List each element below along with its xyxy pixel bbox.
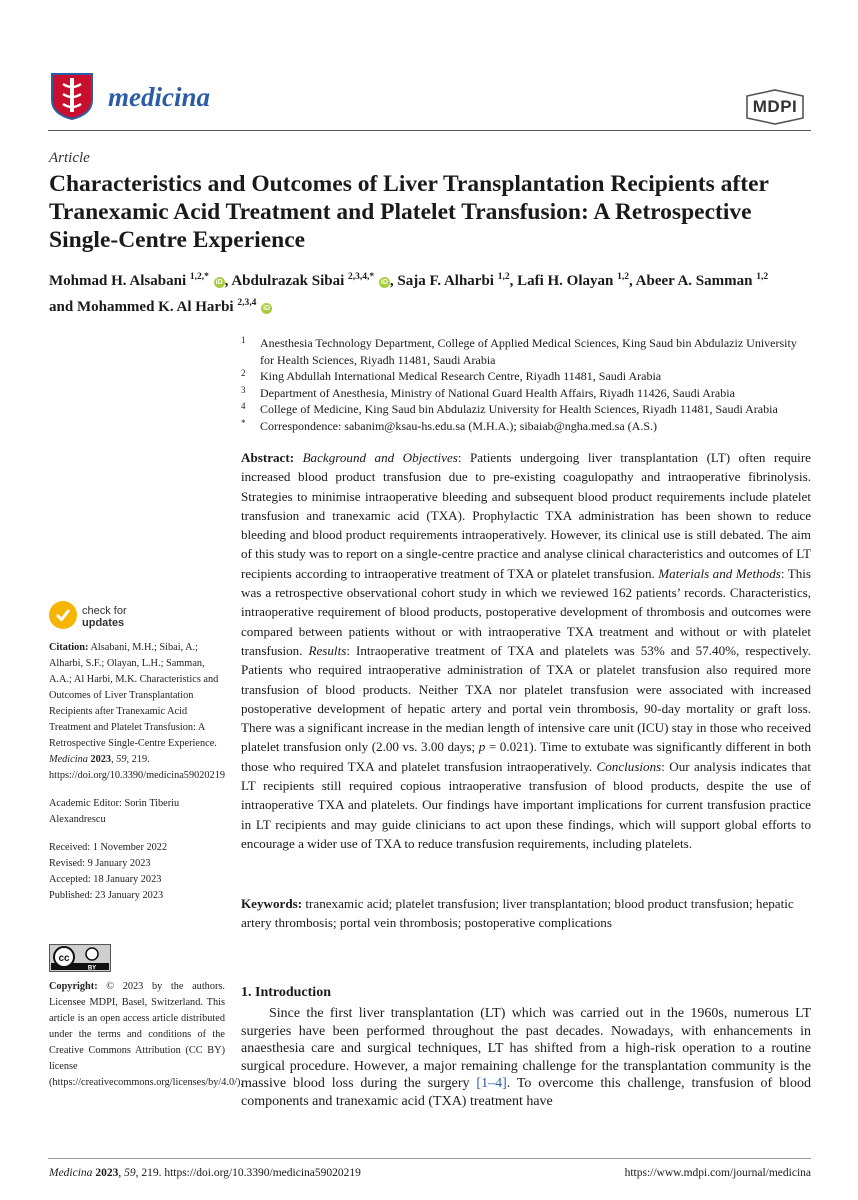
affiliation-number: 2 [241, 368, 246, 378]
academic-editor [49, 796, 225, 828]
abstract-text: : Our analysis indicates that LT recipients still required copious intraoperative transfusion of blood products, despite the use of intraoperative TXA and platelets. Our findings have important implications for current transfusion practice in LT recipients and may guide clinicians to act upon these findings, which will support global efforts to encourage a wider use of TXA to reduce transfusion requirements, including platelets. [241, 758, 812, 851]
svg-text:cc: cc [58, 953, 70, 964]
affiliation-item [241, 335, 811, 368]
author-list: Mohmad H. Alsabani $^{1,2,*}$ iD , Abdulrazak Sibai $^{2,3,4,*}$ iD , Saja F. Alharbi $^{1,2}$, Lafi H. Olayan $^{1,2}$, Abeer A. Samman $^{1,2}$ and Mohammed K. Al Harbi $^{2,3,4}$ iD [49, 272, 769, 315]
reference-link[interactable]: [1–4] [476, 1076, 507, 1091]
author-name[interactable]: Mohammed K. Al Harbi [76, 299, 234, 315]
affiliation-number: * [241, 417, 246, 428]
keywords [241, 894, 811, 933]
author-affiliation-sup: 1,2,* [189, 272, 209, 282]
received-date: Received: 1 November 2022 [49, 842, 168, 853]
citation-year: 2023 [87, 754, 112, 765]
check-for-updates-button[interactable] [49, 601, 159, 633]
cc-by-license-icon[interactable] [49, 944, 111, 972]
section-heading: 1. Introduction [241, 985, 331, 1000]
editor-label: Academic Editor: [49, 798, 122, 809]
copyright-text: © 2023 by the authors. Licensee MDPI, Basel, Switzerland. This article is an open access article distributed under the terms and conditions of the Creative Commons Attribution (CC BY) license (https://creativecommons.org/licenses/by/4.0/). [49, 981, 243, 1088]
affiliation-item [241, 385, 811, 402]
author-name[interactable]: Mohmad H. Alsabani [49, 273, 187, 289]
abstract-text: : Intraoperative treatment of TXA and platelets was 53% and 57.40%, respectively. Patients who required intraoperative administration of TXA or platelet transfusion also required more transfusion of blood products. Neither TXA nor platelet transfusion were associated with increased postoperative development of hepatic artery and portal vein thrombosis, 90-day mortality or graft loss. There was a significant increase in the median length of intensive care unit (ICU) stay in those who received platelet transfusion only (2.00 vs. 3.00 days; [241, 642, 812, 755]
affiliation-item [241, 401, 811, 418]
abstract-section-heading: Conclusions [596, 758, 662, 774]
author-name[interactable]: Lafi H. Olayan [517, 273, 614, 289]
affiliation-item [241, 368, 811, 385]
citation-separator: , [111, 754, 117, 765]
affiliation-text: Anesthesia Technology Department, College of Applied Medical Sciences, King Saud bin Abdulaziz University for Health Sciences, Riyadh 11481, Saudi Arabia [260, 336, 797, 367]
affiliation-text: King Abdullah International Medical Research Centre, Riyadh 11481, Saudi Arabia [260, 369, 662, 383]
svg-text:BY: BY [87, 965, 97, 971]
citation-text: Alsabani, M.H.; Sibai, A.; Alharbi, S.F.; Olayan, L.H.; Samman, A.A.; Al Harbi, M.K. Characteristics and Outcomes of Liver Transplantation Recipients after Tranexamic Acid Treatment and Platelet Transfusion: A Retrospective Single-Centre Experience. [49, 642, 219, 749]
footer-journal-url[interactable]: https://www.mdpi.com/journal/medicina [624, 1167, 811, 1179]
editor-name: Sorin Tiberiu Alexandrescu [49, 798, 180, 825]
affiliation-number: 1 [241, 335, 246, 345]
abstract-section-heading: Background and Objectives [302, 450, 458, 465]
check-updates-icon [49, 601, 77, 629]
article-title: Characteristics and Outcomes of Liver Transplantation Recipients after Tranexamic Acid Treatment and Platelet Transfusion: A Retrospective Single-Centre Experience [49, 171, 769, 253]
abstract-section-heading: Results [308, 642, 347, 658]
citation-doi-link[interactable]: , 219. https://doi.org/10.3390/medicina59020219 [49, 754, 225, 781]
footer-doi[interactable]: , 219. https://doi.org/10.3390/medicina59020219 [135, 1167, 361, 1179]
footer-citation: Medicina 2023, 59, 219. https://doi.org/10.3390/medicina59020219 [49, 1167, 361, 1179]
author-affiliation-sup: 1,2 [756, 272, 769, 282]
correspondence-text[interactable]: Correspondence: sabanim@ksau-hs.edu.sa (M.H.A.); sibaiab@ngha.med.sa (A.S.) [260, 418, 658, 433]
abstract-label: Abstract: [241, 450, 295, 465]
affiliations [241, 335, 811, 434]
orcid-icon[interactable]: iD [263, 305, 271, 312]
intro-text: . To overcome this challenge, transfusion of blood components and tranexamic acid (TXA) treatment have [241, 1076, 811, 1109]
orcid-icon[interactable]: iD [380, 279, 388, 286]
affiliation-text: College of Medicine, King Saud bin Abdulaziz University for Health Sciences, Riyadh 11481, Saudi Arabia [260, 402, 778, 416]
check-updates-label: updates [82, 617, 125, 629]
keywords-label: Keywords: [241, 896, 303, 911]
author-affiliation-sup: 2,3,4,* [348, 272, 375, 282]
correspondence [241, 418, 811, 435]
abstract-text: : This was a retrospective observational cohort study in which we reviewed 162 patients’ records. Characteristics, intraoperative requirement of blood products, postoperative development of thrombosis and outcomes were compared between patients without or with intraoperative TXA treatment and without or with platelet transfusion. [241, 565, 812, 658]
abstract-text: = 0.021). Time to extubate was significantly different in both those who required TXA and platelet transfusion intraoperatively. [241, 739, 812, 774]
check-updates-label: check for [82, 605, 127, 617]
author-affiliation-sup: 2,3,4 [237, 298, 257, 308]
affiliation-number: 4 [241, 401, 246, 411]
keywords-text: tranexamic acid; platelet transfusion; liver transplantation; blood product transfusion; hepatic artery thrombosis; portal vein thrombosis; postoperative complications [241, 896, 794, 931]
journal-logo-icon [49, 72, 95, 120]
footer-journal: Medicina [49, 1167, 93, 1179]
accepted-date: Accepted: 18 January 2023 [49, 874, 162, 885]
affiliation-number: 3 [241, 384, 246, 395]
intro-paragraph [241, 1005, 811, 1110]
p-value-symbol: p [478, 739, 486, 755]
author-name[interactable]: Saja F. Alharbi [397, 273, 494, 289]
author-conjunction: and [49, 299, 74, 315]
orcid-icon[interactable]: iD [215, 279, 223, 286]
author-affiliation-sup: 1,2 [497, 272, 510, 282]
creative-commons-icon [50, 945, 110, 971]
revised-date: Revised: 9 January 2023 [49, 858, 151, 869]
abstract-text: : Patients undergoing liver transplantation (LT) often require increased blood product transfusion due to pre-existing coagulopathy and intraoperative fibrinolysis. Strategies to minimise intraoperative bleeding and subsequent blood product requirements include platelet transfusion and tranexamic acid (TXA). Prophylactic TXA administration has been shown to reduce bleeding and blood product requirements intraoperatively. However, its clinical use is still debated. The aim of this study was to report on a single-centre practice and analyse clinical characteristics and outcomes of LT recipients according to intraoperative treatment of TXA or platelet transfusion. [241, 450, 811, 581]
abstract [241, 448, 811, 853]
footer-year: 2023 [92, 1167, 119, 1179]
copyright-notice [49, 979, 243, 1091]
header-divider [48, 130, 811, 131]
footer-volume: 59 [124, 1167, 136, 1179]
citation-journal: Medicina [49, 754, 88, 765]
author-name[interactable]: Abeer A. Samman [635, 273, 753, 289]
citation-label: Citation: [49, 642, 89, 653]
article-sidebar [49, 640, 225, 904]
intro-text: Since the first liver transplantation (LT) which was carried out in the 1960s, numerous LT surgeries have been performed throughout the past decades. Nowadays, with enhancements in anaesthesia care and surgical techniques, LT has shifted from a high-risk operation to a routine surgical procedure. However, a major remaining challenge for the transplantation community is the massive blood loss during the surgery [241, 1006, 811, 1091]
journal-name[interactable]: medicina [108, 82, 210, 112]
abstract-section-heading: Materials and Methods [658, 565, 781, 581]
copyright-label: Copyright: [49, 981, 98, 992]
published-date: Published: 23 January 2023 [49, 890, 164, 901]
article-type: Article [49, 150, 90, 166]
author-affiliation-sup: 1,2 [617, 272, 629, 282]
publisher-name: MDPI [752, 97, 798, 116]
citation [49, 640, 225, 784]
citation-volume: 59 [116, 754, 127, 765]
affiliation-text: Department of Anesthesia, Ministry of National Guard Health Affairs, Riyadh 11426, Saudi Arabia [260, 385, 735, 400]
author-name[interactable]: Abdulrazak Sibai [231, 273, 345, 289]
publisher-logo[interactable] [744, 88, 806, 126]
footer-divider [48, 1158, 811, 1159]
